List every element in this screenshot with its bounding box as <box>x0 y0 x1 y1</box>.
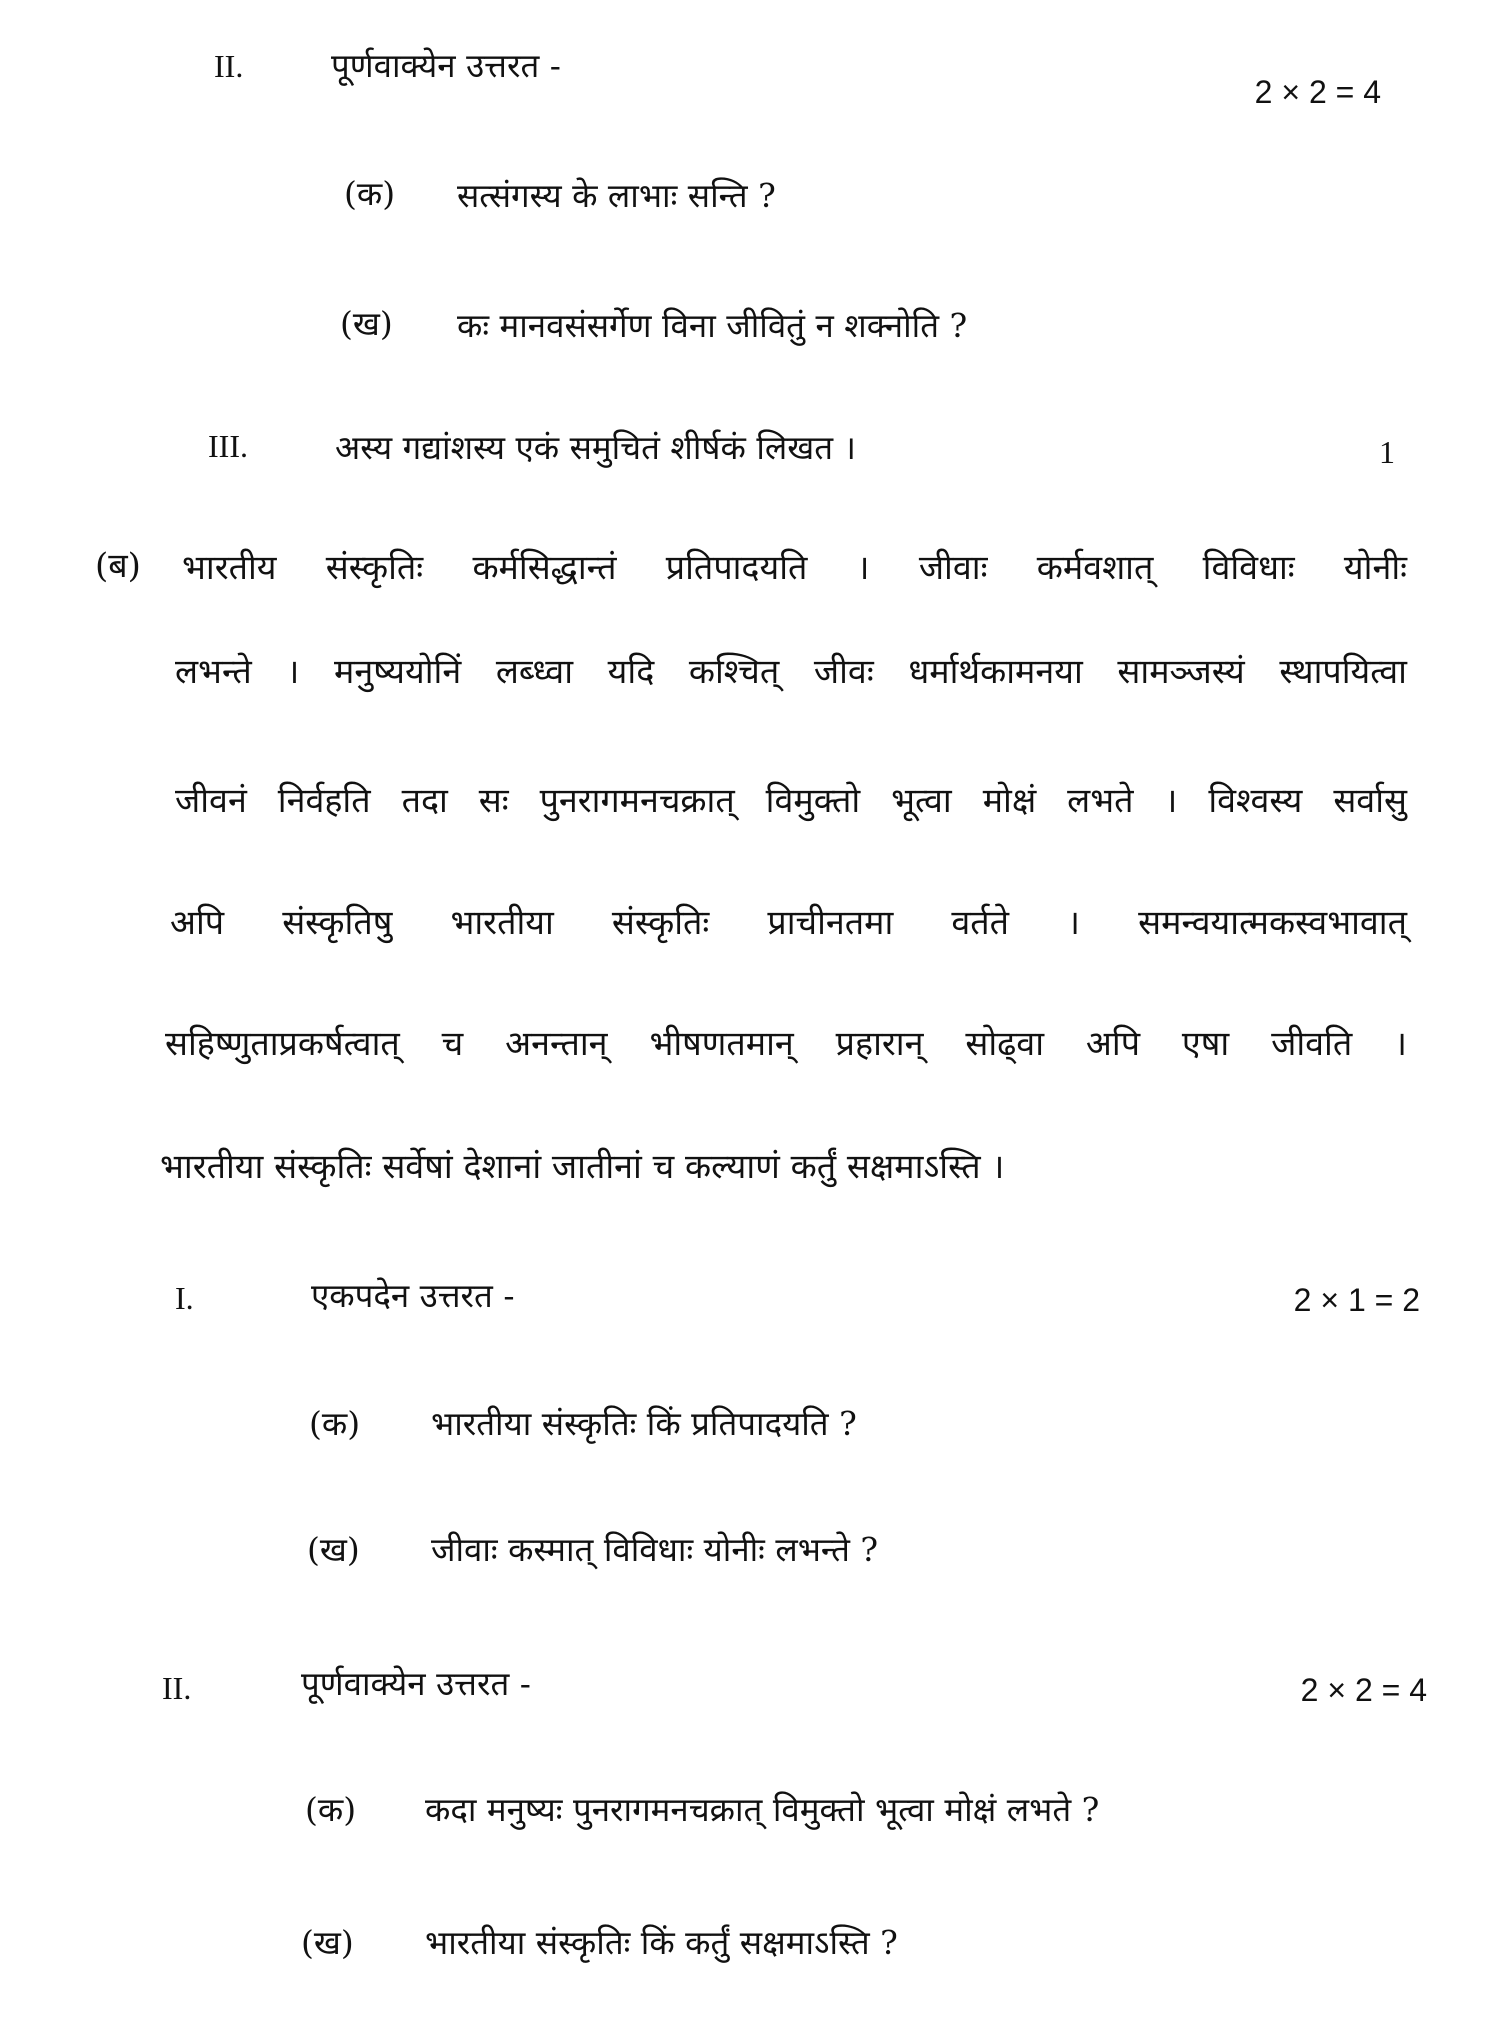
question-number: I. <box>175 1280 194 1316</box>
question-number: II. <box>214 48 244 84</box>
passage-line: सहिष्णुताप्रकर्षत्वात् च अनन्तान् भीषणतमान् प्रहारान् सोढ्वा अपि एषा जीवति । <box>165 1024 1407 1064</box>
question-marks: 2 × 2 = 4 <box>1300 1672 1427 1708</box>
sub-question-marker: (क) <box>309 1404 361 1443</box>
sub-question-marker: (ख) <box>340 304 393 343</box>
sub-question-marker: (ख) <box>301 1923 354 1962</box>
question-number: III. <box>208 428 248 464</box>
sub-question-marker: (क) <box>305 1790 357 1829</box>
question-instruction: पूर्णवाक्येन उत्तरत - <box>301 1664 531 1703</box>
question-instruction: पूर्णवाक्येन उत्तरत - <box>331 46 561 85</box>
passage-line: लभन्ते । मनुष्ययोनिं लब्ध्वा यदि कश्चित् जीवः धर्मार्थकामनया सामञ्जस्यं स्थापयित्वा <box>175 652 1407 692</box>
question-instruction: अस्य गद्यांशस्य एकं समुचितं शीर्षकं लिखत । <box>335 428 857 467</box>
section-marker: (ब) <box>95 546 141 586</box>
sub-question-marker: (ख) <box>307 1530 360 1569</box>
question-number: II. <box>162 1670 192 1706</box>
question-marks: 2 × 2 = 4 <box>1254 74 1381 110</box>
sub-question-text: कः मानवसंसर्गेण विना जीवितुं न शक्नोति ? <box>457 306 968 345</box>
passage-line: भारतीया संस्कृतिः सर्वेषां देशानां जातीनां च कल्याणं कर्तुं सक्षमाऽस्ति । <box>160 1147 1005 1187</box>
passage-line: भारतीय संस्कृतिः कर्मसिद्धान्तं प्रतिपादयति । जीवाः कर्मवशात् विविधाः योनीः <box>182 548 1407 588</box>
question-marks: 1 <box>1379 434 1395 470</box>
sub-question-text: भारतीया संस्कृतिः किं कर्तुं सक्षमाऽस्ति ? <box>425 1923 898 1962</box>
sub-question-text: सत्संगस्य के लाभाः सन्ति ? <box>457 176 776 215</box>
sub-question-text: भारतीया संस्कृतिः किं प्रतिपादयति ? <box>431 1404 857 1443</box>
question-instruction: एकपदेन उत्तरत - <box>311 1276 515 1315</box>
sub-question-marker: (क) <box>344 174 396 213</box>
question-marks: 2 × 1 = 2 <box>1293 1282 1420 1318</box>
sub-question-text: जीवाः कस्मात् विविधाः योनीः लभन्ते ? <box>431 1530 879 1569</box>
passage-line: जीवनं निर्वहति तदा सः पुनरागमनचक्रात् विमुक्तो भूत्वा मोक्षं लभते । विश्वस्य सर्वासु <box>175 781 1407 821</box>
passage-line: अपि संस्कृतिषु भारतीया संस्कृतिः प्राचीनतमा वर्तते । समन्वयात्मकस्वभावात् <box>170 903 1407 943</box>
sub-question-text: कदा मनुष्यः पुनरागमनचक्रात् विमुक्तो भूत्वा मोक्षं लभते ? <box>425 1790 1100 1829</box>
